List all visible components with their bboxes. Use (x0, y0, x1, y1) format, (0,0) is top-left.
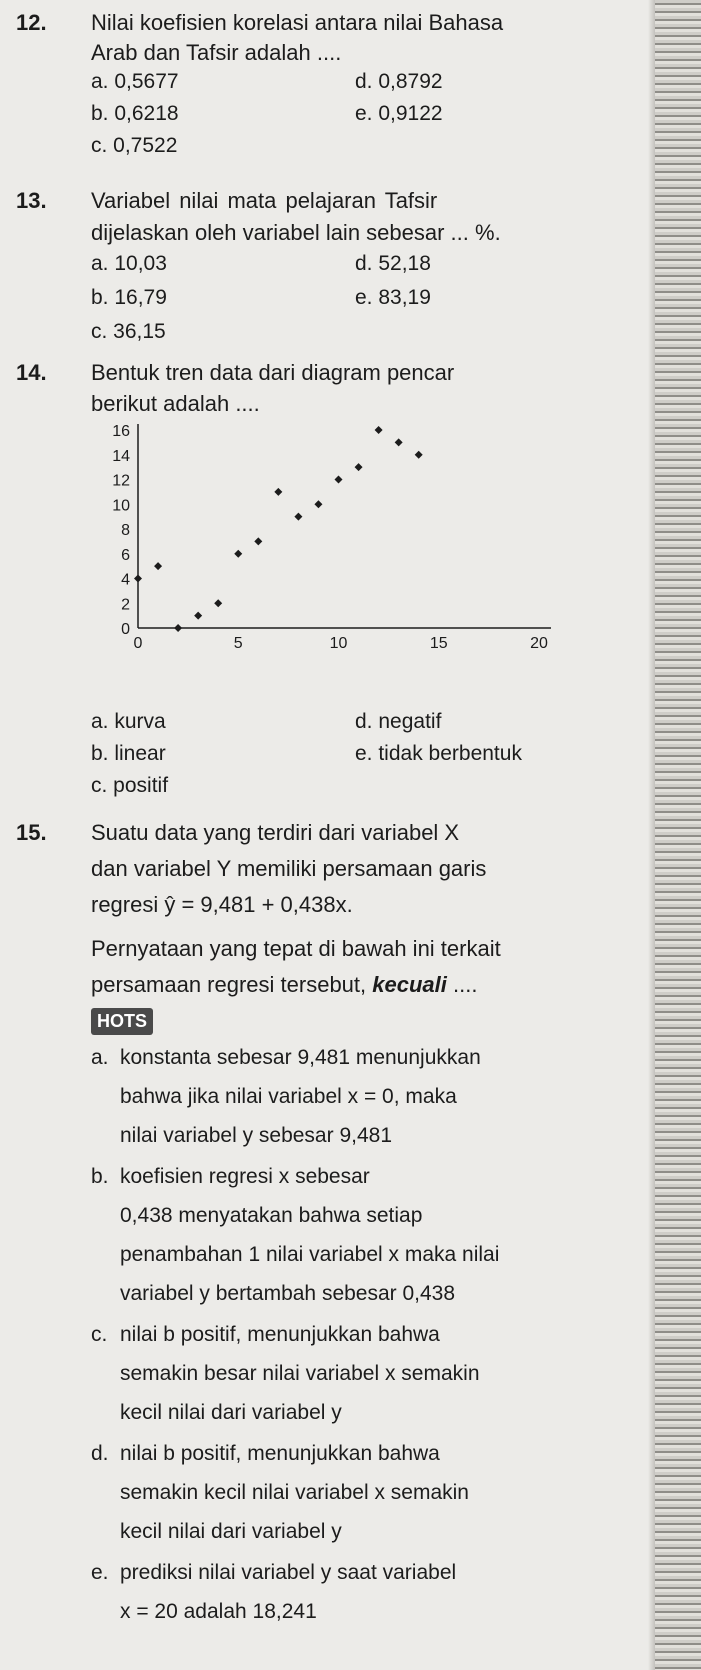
q13-option-d[interactable]: d. 52,18 (355, 252, 431, 275)
y-tick-label: 2 (121, 596, 130, 614)
q15-stem-line2: dan variabel Y memiliki persamaan garis (91, 856, 487, 881)
y-tick-label: 4 (121, 571, 130, 589)
q15-stem-line5 (91, 972, 477, 998)
x-tick-label: 5 (233, 635, 243, 652)
q15-number: 15. (16, 820, 47, 845)
q13-option-c[interactable]: c. 36,15 (91, 320, 166, 343)
scatter-point (335, 476, 343, 484)
scatter-point (274, 488, 282, 496)
x-tick-label: 20 (530, 635, 548, 652)
q12-option-b[interactable]: b. 0,6218 (91, 102, 179, 125)
q14-number: 14. (16, 360, 47, 385)
scatter-point (134, 575, 142, 583)
q12-option-c[interactable]: c. 0,7522 (91, 134, 178, 157)
scatter-point (294, 513, 302, 521)
q15-option-e-line: x = 20 adalah 18,241 (120, 1600, 317, 1623)
scatter-point (174, 624, 182, 632)
q12-stem-line1: Nilai koefisien korelasi antara nilai Bahasa (91, 10, 504, 35)
q15-option-b-letter[interactable]: b. (91, 1165, 109, 1188)
q15-option-a-line: bahwa jika nilai variabel x = 0, maka (120, 1085, 457, 1108)
q13-option-e[interactable]: e. 83,19 (355, 286, 431, 309)
q15-option-c-line: kecil nilai dari variabel y (120, 1401, 342, 1424)
scatter-point (314, 500, 322, 508)
q15-option-e-letter[interactable]: e. (91, 1561, 109, 1584)
q15-option-b-line: variabel y bertambah sebesar 0,438 (120, 1282, 456, 1305)
q14-stem-line1: Bentuk tren data dari diagram pencar (91, 360, 455, 385)
y-tick-label: 10 (112, 497, 130, 515)
q13-stem-line1: Variabel nilai mata pelajaran Tafsir (91, 188, 438, 213)
q15-option-a-line: nilai variabel y sebesar 9,481 (120, 1124, 392, 1147)
q15-stem-line4: Pernyataan yang tepat di bawah ini terkait (91, 936, 501, 961)
q14-option-c[interactable]: c. positif (91, 774, 169, 797)
x-tick-label: 10 (329, 635, 348, 652)
scatter-point (214, 599, 222, 607)
q15-option-c-letter[interactable]: c. (91, 1323, 108, 1346)
y-tick-label: 8 (121, 522, 130, 539)
q12-number: 12. (16, 10, 47, 35)
q12-stem-line2: Arab dan Tafsir adalah .... (91, 40, 342, 65)
q15-option-d-line: kecil nilai dari variabel y (120, 1520, 342, 1543)
q14-option-a[interactable]: a. kurva (91, 710, 166, 733)
q15-option-a-letter[interactable]: a. (91, 1046, 109, 1069)
scatter-point (194, 612, 202, 620)
y-tick-label: 6 (121, 546, 130, 564)
q13-option-b[interactable]: b. 16,79 (91, 286, 167, 309)
y-tick-label: 14 (112, 447, 130, 465)
scatter-point (395, 438, 403, 446)
q12-option-a[interactable]: a. 0,5677 (91, 70, 179, 93)
q13-stem-line2: dijelaskan oleh variabel lain sebesar ... %. (91, 220, 501, 245)
q15-stem-line5-text: persamaan regresi tersebut, (91, 972, 373, 997)
q15-option-b-line: 0,438 menyatakan bahwa setiap (120, 1204, 423, 1227)
y-tick-label: 16 (112, 423, 130, 440)
q15-stem-line1: Suatu data yang terdiri dari variabel X (91, 820, 460, 845)
q14-option-b[interactable]: b. linear (91, 742, 166, 765)
q15-option-e-line: prediksi nilai variabel y saat variabel (120, 1561, 457, 1584)
q15-stem-ellipsis: .... (446, 972, 478, 997)
y-tick-label: 0 (121, 621, 130, 638)
scatter-point (234, 550, 242, 558)
scatter-point (355, 463, 363, 471)
q15-regression-equation: regresi ŷ = 9,481 + 0,438x. (91, 892, 353, 917)
q15-option-d-line: nilai b positif, menunjukkan bahwa (120, 1442, 440, 1465)
y-tick-label: 12 (112, 472, 130, 490)
q12-option-e[interactable]: e. 0,9122 (355, 102, 443, 125)
x-tick-label: 0 (133, 635, 143, 652)
hots-badge: HOTS (91, 1008, 153, 1035)
scatter-point (154, 562, 162, 570)
q15-option-b-line: koefisien regresi x sebesar (120, 1165, 370, 1188)
book-spine-edge (655, 0, 701, 1670)
scatter-plot-svg (84, 418, 594, 688)
x-tick-label: 15 (429, 635, 448, 652)
q14-stem-line2: berikut adalah .... (91, 391, 260, 416)
scatter-point (415, 451, 423, 459)
q14-option-e[interactable]: e. tidak berbentuk (355, 742, 522, 765)
q15-option-d-line: semakin kecil nilai variabel x semakin (120, 1481, 469, 1504)
q15-option-a-line: konstanta sebesar 9,481 menunjukkan (120, 1046, 481, 1069)
q15-option-b-line: penambahan 1 nilai variabel x maka nilai (120, 1243, 500, 1266)
q12-option-d[interactable]: d. 0,8792 (355, 70, 443, 93)
q15-option-c-line: nilai b positif, menunjukkan bahwa (120, 1323, 440, 1346)
q13-option-a[interactable]: a. 10,03 (91, 252, 167, 275)
scatter-point (254, 537, 262, 545)
q14-option-d[interactable]: d. negatif (355, 710, 442, 733)
scatter-point (375, 426, 383, 434)
q13-number: 13. (16, 188, 47, 213)
q15-option-c-line: semakin besar nilai variabel x semakin (120, 1362, 480, 1385)
scatter-chart (84, 418, 594, 688)
q15-kecuali: kecuali (372, 972, 447, 997)
q15-option-d-letter[interactable]: d. (91, 1442, 109, 1465)
